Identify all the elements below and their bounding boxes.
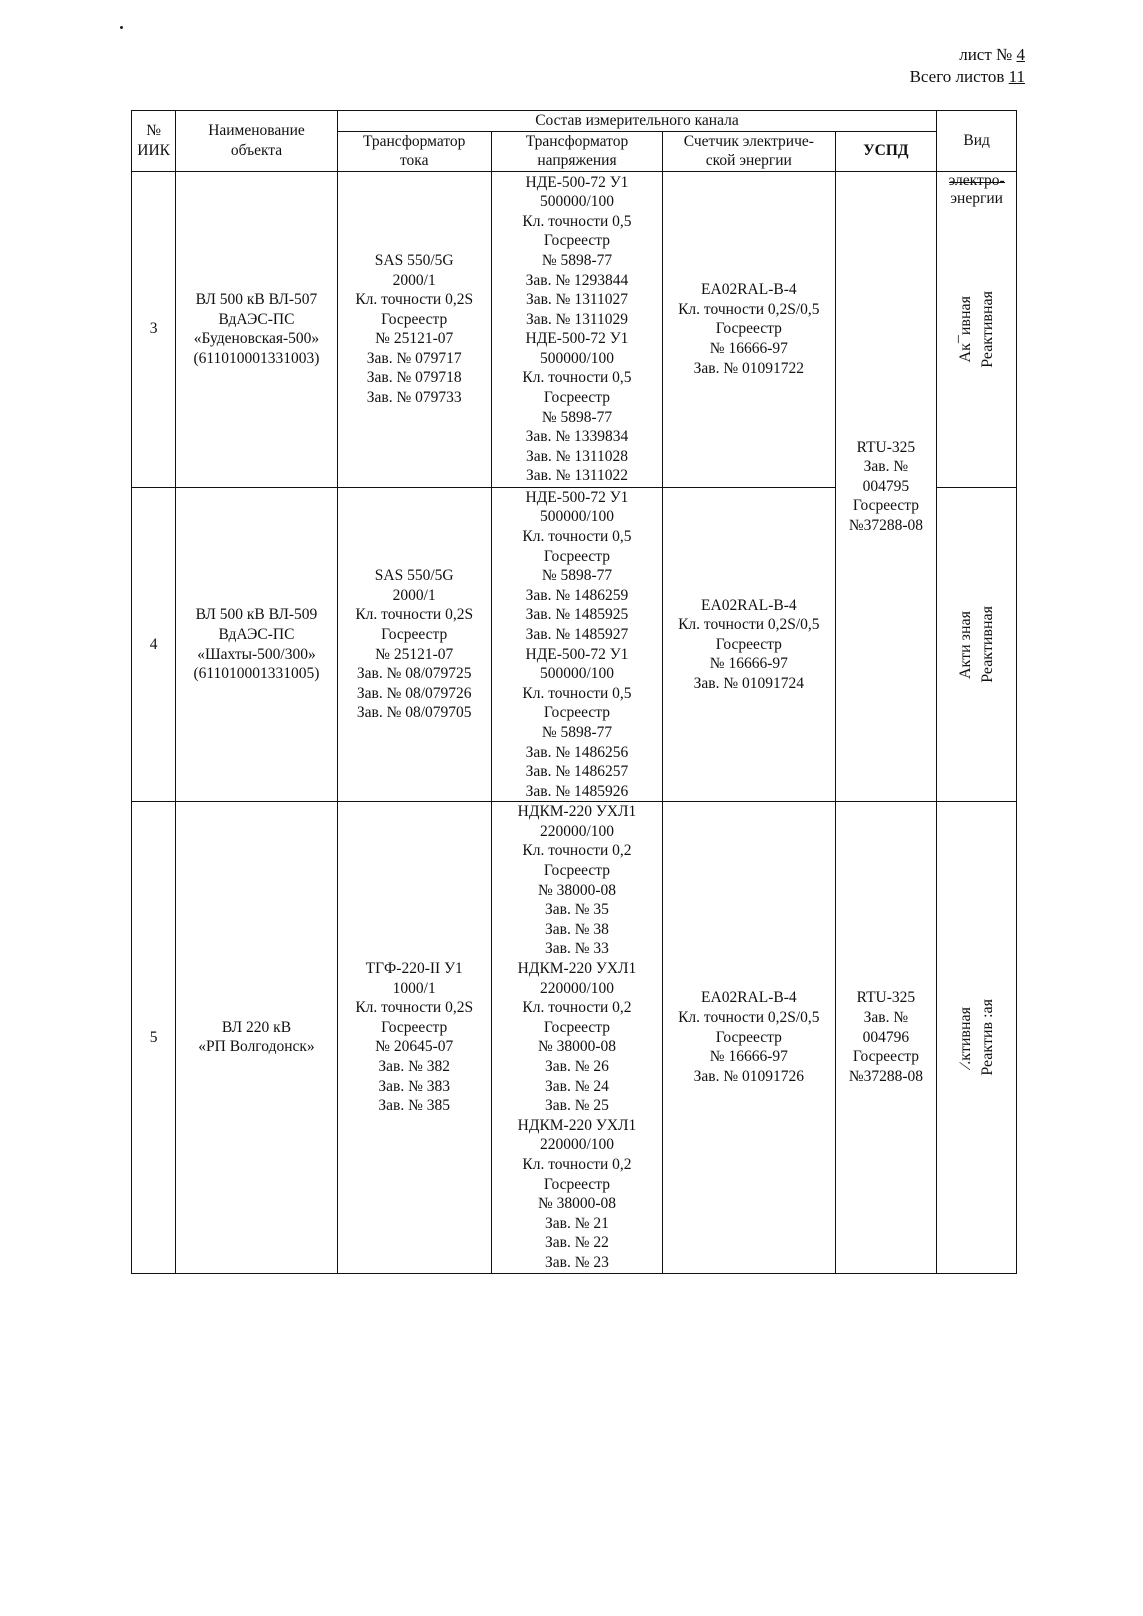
cell-voltage-transformer — [491, 487, 662, 802]
cell-line: Зав. № 24 — [545, 1077, 609, 1095]
cell-line: № 5898-77 — [541, 251, 613, 269]
cell-line: № 20645-07 — [375, 1038, 454, 1056]
header-text: тока — [399, 152, 429, 170]
energy-type-active: Ак¯ивная — [956, 296, 974, 363]
cell-line: Зав. № 1311027 — [525, 291, 629, 309]
cell-line: №37288-08 — [848, 516, 924, 534]
cell-line: Госреестр — [543, 704, 611, 722]
cell-line: Госреестр — [543, 232, 611, 250]
total-sheets-label: Всего листов — [909, 67, 1005, 86]
cell-line: Зав. № 08/079726 — [356, 684, 472, 702]
cell-line: ВЛ 500 кВ ВЛ-509 — [195, 606, 318, 624]
sheet-info — [910, 44, 1025, 88]
header-text: Вид — [963, 132, 990, 150]
measurement-channels-table — [131, 110, 1017, 1274]
cell-line: НДЕ-500-72 У1 — [525, 488, 629, 506]
cell-line: № 16666-97 — [709, 1048, 788, 1066]
cell-line: Зав. № 385 — [378, 1097, 451, 1115]
cell-line: Зав. № 1485925 — [525, 606, 629, 624]
cell-energy-meter — [663, 487, 835, 802]
cell-line: Зав. № 33 — [545, 940, 609, 958]
cell-line: Зав. № 079718 — [366, 369, 462, 387]
header-text: ской энергии — [705, 152, 792, 170]
cell-energy-type — [937, 802, 1017, 1273]
cell-line: Кл. точности 0,2S — [355, 606, 474, 624]
cell-line: 2000/1 — [392, 586, 436, 604]
cell-line: НДЕ-500-72 У1 — [525, 645, 629, 663]
cell-line: Госреестр — [543, 389, 611, 407]
cell-line: № 5898-77 — [541, 567, 613, 585]
cell-line: № 16666-97 — [709, 655, 788, 673]
total-sheets-line — [910, 66, 1025, 88]
cell-line: Зав. № — [863, 458, 909, 476]
header-text: Трансформатор — [525, 132, 629, 150]
cell-line: 2000/1 — [392, 271, 436, 289]
cell-line: 220000/100 — [539, 1136, 615, 1154]
header-text: № — [146, 122, 162, 140]
table-row — [132, 802, 1017, 1273]
cell-energy-type — [937, 487, 1017, 802]
cell-line: Зав. № 079717 — [366, 349, 462, 367]
cell-line: Зав. № 01091726 — [693, 1067, 805, 1085]
cell-line: НДЕ-500-72 У1 — [525, 330, 629, 348]
cell-line: Госреестр — [852, 1048, 919, 1066]
header-text: ИИК — [137, 141, 171, 159]
cell-line: 220000/100 — [539, 822, 615, 840]
cell-line: 004795 — [862, 477, 910, 495]
cell-line: EA02RAL-B-4 — [701, 596, 797, 614]
cell-line: Зав. № 1485927 — [525, 625, 629, 643]
cell-line: Зав. № 1311028 — [525, 447, 629, 465]
header-text: объекта — [230, 141, 283, 159]
cell-line: «Буденовская-500» — [193, 330, 320, 348]
cell-line: ВдАЭС-ПС — [218, 625, 295, 643]
cell-line: (611010001331005) — [193, 665, 320, 683]
sheet-number-line — [910, 44, 1025, 66]
cell-line: Кл. точности 0,2S/0,5 — [678, 1009, 820, 1027]
cell-line: EA02RAL-B-4 — [701, 281, 797, 299]
cell-line: ТГФ-220-II У1 — [365, 960, 463, 978]
cell-iik: 4 — [132, 487, 176, 802]
header-object-name — [176, 111, 337, 172]
cell-line: «Шахты-500/300» — [197, 645, 316, 663]
cell-line: ВЛ 500 кВ ВЛ-507 — [195, 291, 318, 309]
header-iik-no — [132, 111, 176, 172]
cell-line: №37288-08 — [848, 1067, 924, 1085]
cell-line: № 5898-77 — [541, 408, 613, 426]
cell-line: Кл. точности 0,5 — [522, 369, 632, 387]
header-text: энергии — [950, 189, 1003, 207]
header-uspd: УСПД — [835, 131, 937, 171]
cell-line: Зав. № 08/079705 — [356, 704, 472, 722]
cell-line: RTU-325 — [856, 438, 916, 456]
energy-type-reactive: Реактив :ая — [978, 999, 996, 1076]
cell-line: Кл. точности 0,2S/0,5 — [678, 616, 820, 634]
scan-speck — [120, 26, 123, 29]
cell-line: Госреестр — [381, 310, 448, 328]
header-text: Счетчик электриче- — [683, 132, 814, 150]
cell-current-transformer — [337, 171, 491, 487]
cell-line: Зав. № 383 — [378, 1077, 451, 1095]
cell-line: Зав. № 08/079725 — [356, 665, 472, 683]
cell-line: Зав. № 26 — [545, 1058, 609, 1075]
cell-line: Госреестр — [543, 1175, 611, 1193]
cell-line: Госреестр — [543, 547, 611, 565]
cell-energy-type — [937, 171, 1017, 487]
cell-line: Госреестр — [715, 635, 782, 653]
cell-line: Зав. № 35 — [545, 901, 609, 919]
cell-line: № 5898-77 — [541, 723, 613, 741]
cell-line: Кл. точности 0,2 — [522, 842, 632, 860]
header-energy-type — [937, 111, 1017, 172]
cell-line: Зав. № 1339834 — [525, 428, 629, 446]
energy-type-active: ⁄.ктивная — [956, 1007, 974, 1068]
cell-iik: 5 — [132, 802, 176, 1273]
cell-line: 500000/100 — [539, 193, 615, 211]
cell-object — [176, 802, 337, 1273]
energy-type-labels — [937, 606, 1016, 683]
cell-iik: 3 — [132, 171, 176, 487]
cell-energy-meter — [663, 171, 835, 487]
cell-line: Зав. № 25 — [545, 1097, 609, 1115]
cell-line: Госреестр — [381, 1018, 448, 1036]
cell-line: № 25121-07 — [375, 330, 454, 348]
cell-line: ВдАЭС-ПС — [218, 310, 295, 328]
cell-line: Госреестр — [715, 1028, 782, 1046]
cell-line: SAS 550/5G — [374, 567, 454, 585]
cell-line: (611010001331003) — [193, 349, 320, 367]
cell-line: НДЕ-500-72 У1 — [525, 173, 629, 191]
cell-line: 220000/100 — [539, 979, 615, 997]
header-channel-group: Состав измерительного канала — [337, 111, 937, 132]
header-energy-meter — [663, 131, 835, 171]
cell-line: Кл. точности 0,5 — [522, 527, 632, 545]
cell-line: Госреестр — [852, 497, 919, 515]
cell-line: Кл. точности 0,2 — [522, 1155, 632, 1173]
cell-line: Госреестр — [715, 320, 782, 338]
cell-line: Зав. № 21 — [545, 1214, 609, 1232]
sheet-label: лист № — [959, 45, 1013, 64]
cell-current-transformer — [337, 802, 491, 1273]
cell-uspd — [835, 171, 937, 802]
cell-line: № 38000-08 — [537, 881, 617, 899]
energy-type-labels — [937, 999, 1016, 1076]
cell-line: Кл. точности 0,2 — [522, 999, 632, 1017]
header-text: напряжения — [537, 152, 617, 170]
cell-line: EA02RAL-B-4 — [701, 989, 797, 1007]
header-energy-type-continued — [937, 172, 1016, 208]
energy-type-labels — [937, 291, 1016, 368]
cell-line: 004796 — [862, 1028, 910, 1046]
cell-line: № 16666-97 — [709, 340, 788, 358]
cell-line: 1000/1 — [392, 979, 436, 997]
energy-type-active: Акти зная — [956, 610, 974, 679]
cell-uspd — [835, 802, 937, 1273]
energy-type-reactive: Реактивная — [978, 290, 996, 368]
cell-line: Зав. № 22 — [545, 1234, 609, 1252]
cell-line: RTU-325 — [856, 989, 916, 1007]
cell-line: SAS 550/5G — [374, 251, 454, 269]
cell-line: «РП Волгодонск» — [198, 1038, 315, 1056]
cell-line: № 25121-07 — [375, 645, 454, 663]
cell-line: 500000/100 — [539, 349, 615, 367]
cell-line: ВЛ 220 кВ — [221, 1018, 292, 1036]
energy-type-reactive: Реактивная — [978, 606, 996, 683]
cell-voltage-transformer — [491, 171, 662, 487]
cell-line: Госреестр — [381, 625, 448, 643]
cell-line: Зав. № 1311029 — [525, 310, 629, 328]
cell-line: Зав. № 1486257 — [525, 763, 629, 781]
cell-line: Кл. точности 0,5 — [522, 684, 632, 702]
cell-line: НДКМ-220 УХЛ1 — [517, 803, 637, 821]
cell-line: Госреестр — [543, 862, 611, 880]
cell-object — [176, 487, 337, 802]
cell-line: Зав. № 38 — [545, 920, 609, 938]
cell-energy-meter — [663, 802, 835, 1273]
cell-line: Госреестр — [543, 1018, 611, 1036]
cell-current-transformer — [337, 487, 491, 802]
cell-line: Зав. № 1311022 — [525, 467, 629, 485]
header-text: Трансформатор — [362, 132, 466, 150]
cell-line: Зав. № 01091724 — [693, 674, 805, 692]
header-text-struck: электро- — [948, 171, 1005, 189]
cell-line: № 38000-08 — [537, 1195, 617, 1213]
cell-line: 500000/100 — [539, 508, 615, 526]
cell-line: Кл. точности 0,2S/0,5 — [678, 300, 820, 318]
cell-line: Зав. № 1486259 — [525, 586, 629, 604]
header-voltage-transformer — [491, 131, 662, 171]
cell-line: Зав. № 1486256 — [525, 743, 629, 761]
cell-line: Зав. № 23 — [545, 1253, 609, 1271]
cell-line: Зав. № 1293844 — [525, 271, 629, 289]
cell-line: 500000/100 — [539, 665, 615, 683]
cell-line: № 38000-08 — [537, 1038, 617, 1056]
total-sheets-number: 11 — [1008, 67, 1025, 86]
cell-object — [176, 171, 337, 487]
cell-line: НДКМ-220 УХЛ1 — [517, 960, 637, 978]
cell-line: Зав. № 1485926 — [525, 782, 629, 800]
cell-line: Кл. точности 0,2S — [355, 999, 474, 1017]
cell-line: Кл. точности 0,2S — [355, 291, 474, 309]
cell-line: Кл. точности 0,5 — [522, 212, 632, 230]
cell-line: Зав. № 382 — [378, 1058, 451, 1075]
cell-line: НДКМ-220 УХЛ1 — [517, 1116, 637, 1134]
cell-line: Зав. № 01091722 — [693, 359, 805, 377]
cell-line: Зав. № 079733 — [366, 389, 462, 407]
sheet-number: 4 — [1016, 45, 1025, 64]
table-row — [132, 171, 1017, 487]
cell-voltage-transformer — [491, 802, 662, 1273]
cell-line: Зав. № — [863, 1009, 909, 1027]
header-text: Наименование — [208, 122, 305, 140]
header-current-transformer — [337, 131, 491, 171]
